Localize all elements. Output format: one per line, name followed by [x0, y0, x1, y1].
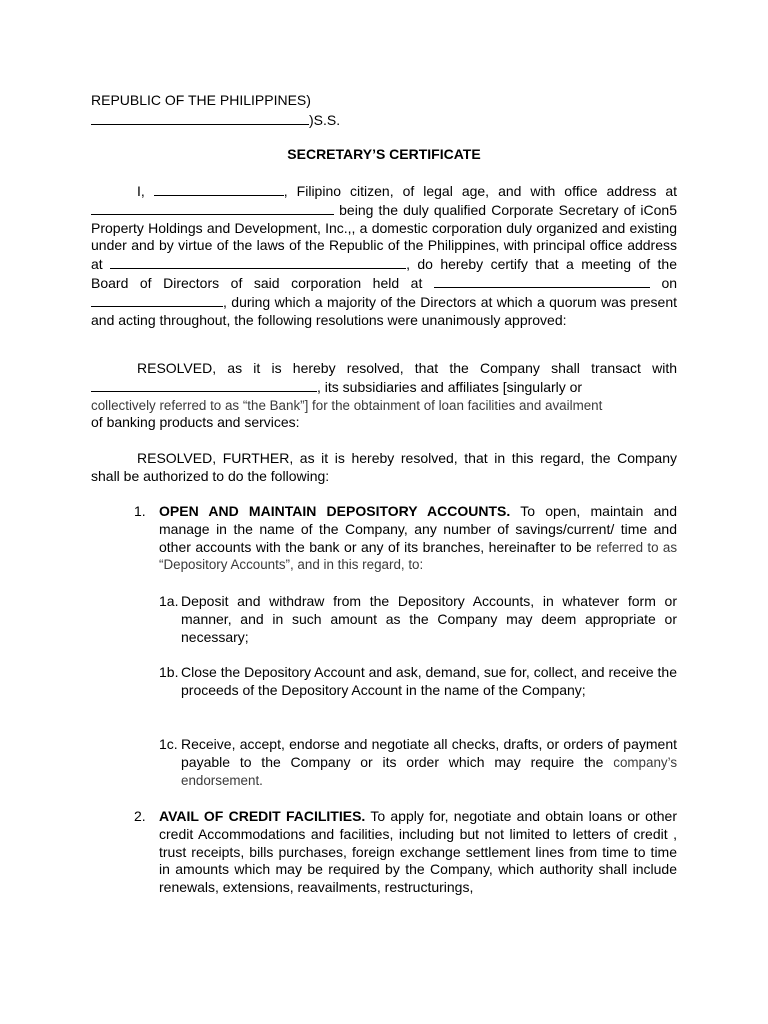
resolved1-last-line: of banking products and services: [91, 414, 300, 430]
city-blank [91, 111, 309, 125]
item-2-heading: AVAIL OF CREDIT FACILITIES. [159, 808, 366, 824]
item-1-grey-text: referred to as “Depository Accounts”, and in this regard, to: [159, 539, 678, 573]
office-address-blank [91, 201, 334, 215]
item-2 [134, 808, 677, 897]
item-2-text: To apply for, negotiate and obtain loans or other credit Accommodations and facilities, including but not limited to letters of credit , trust receipts, bills purchases, foreign exchange settlement lines from time to time in amounts which may be required by the Company, which authority shall include renewals, extensions, reavailments, restructurings, [159, 808, 677, 896]
intro-text-2: , Filipino citizen, of legal age, and with office address at [283, 183, 677, 199]
resolved-paragraph-1 [91, 360, 677, 397]
subitem-1a [159, 593, 677, 646]
subitem-1c-grey: company’s endorsement. [181, 754, 678, 788]
subitem-1c-number: 1c. [159, 736, 178, 752]
resolved-paragraph-2: RESOLVED, FURTHER, as it is hereby resolved, that in this regard, the Company shall be authorized to do the following: [91, 450, 677, 484]
subitem-1b-number: 1b. [159, 664, 179, 680]
resolved1-text-1: RESOLVED, as it is hereby resolved, that the Company shall transact with [137, 360, 677, 376]
principal-address-blank [110, 255, 406, 269]
subitem-1a-number: 1a. [159, 593, 179, 609]
intro-text-5: on [661, 274, 678, 291]
meeting-place-blank [434, 274, 650, 288]
ss-label: )S.S. [309, 112, 341, 128]
subitem-1a-text: Deposit and withdraw from the Depository Accounts, in whatever form or manner, and in such amount as the Company may deem appropriate or necessary; [181, 593, 677, 645]
item-1 [134, 503, 677, 574]
intro-text-6: , during which a majority of the Directors at which a quorum was present and acting throughout, the following resolutions were unanimously approved: [91, 293, 677, 328]
intro-paragraph [91, 182, 677, 329]
item-1-number: 1. [134, 503, 146, 519]
item-2-body [159, 808, 677, 897]
name-blank [154, 182, 284, 196]
republic-header [91, 92, 311, 110]
item-1-heading: OPEN AND MAINTAIN DEPOSITORY ACCOUNTS. [159, 503, 511, 519]
subitem-1c-body [181, 736, 677, 789]
subitem-1b [159, 664, 677, 700]
subitem-1c [159, 736, 677, 789]
resolved1-text-2: , its subsidiaries and affiliates [singularly or [317, 378, 583, 395]
item-1-text: To open, maintain and manage in the name of the Company, any number of savings/current/ time and other accounts with the bank or any of its branches, hereinafter to be [159, 503, 678, 555]
subitem-1c-text: Receive, accept, endorse and negotiate all checks, drafts, or orders of payment payable to the Company or its order which may require the [181, 736, 677, 770]
intro-text-1: I, [137, 183, 145, 199]
bank-name-blank [91, 378, 317, 392]
item-1-body [159, 503, 677, 574]
intro-text-3: being the duly qualified Corporate Secretary of iCon5 Property Holdings and Development, Inc.,, a domestic corporation duly organized and existing under and by virtue of the laws of the Republic of the Philippines, with principal office address at [91, 201, 678, 273]
meeting-date-blank [91, 293, 223, 307]
republic-line: REPUBLIC OF THE PHILIPPINES) [91, 92, 311, 108]
ss-line [91, 111, 340, 130]
subitem-1b-text: Close the Depository Account and ask, demand, sue for, collect, and receive the proceeds of the Depository Account in the name of the Company; [181, 664, 677, 698]
resolved1-grey-line: collectively referred to as “the Bank”] for the obtainment of loan facilities and availment [91, 398, 603, 413]
document-title: SECRETARY’S CERTIFICATE [287, 146, 481, 162]
item-2-number: 2. [134, 808, 146, 824]
intro-text-4: , do hereby certify that a meeting of the Board of Directors of said corporation held at [91, 256, 677, 291]
